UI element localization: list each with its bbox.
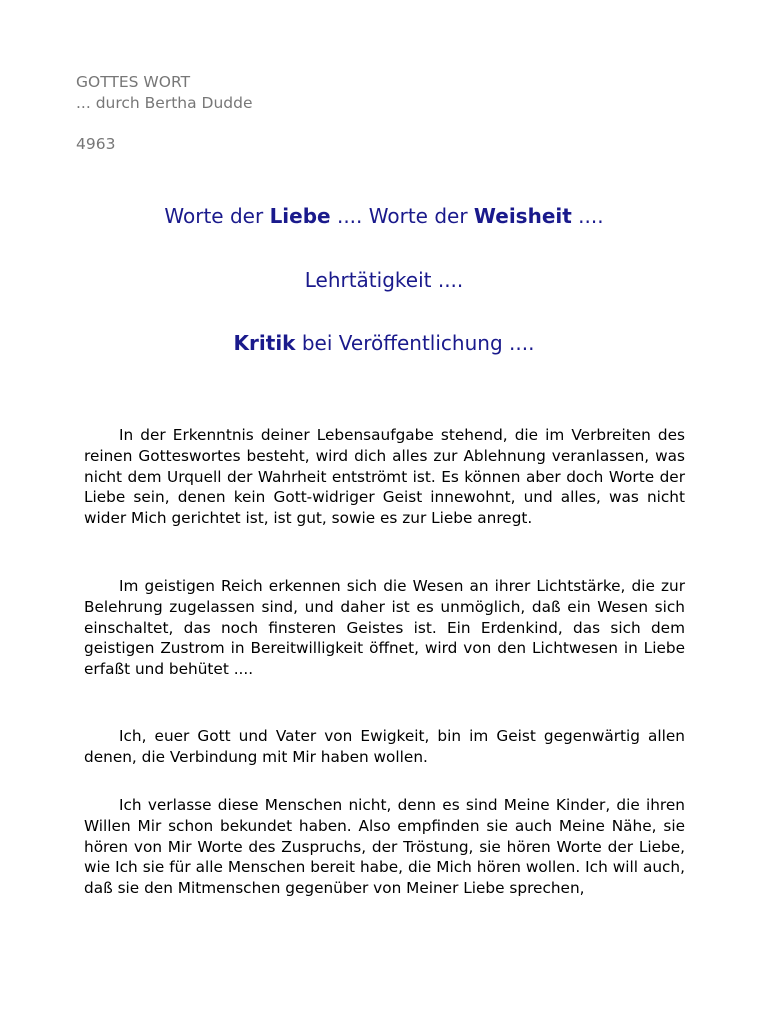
title-text: Worte der bbox=[164, 204, 270, 228]
paragraph-text: Ich, euer Gott und Vater von Ewigkeit, bin im Geist gegenwärtig allen denen, die Verbindung mit Mir haben wollen. bbox=[84, 727, 685, 766]
document-number: 4963 bbox=[76, 135, 116, 153]
body-paragraph bbox=[84, 425, 685, 529]
paragraph-text: In der Erkenntnis deiner Lebensaufgabe stehend, die im Verbreiten des reinen Gotteswortes besteht, wird dich alles zur Ablehnung veranlassen, was nicht dem Urquell der Wahrheit entströmt ist. Es können aber doch Worte der Liebe sein, denen kein Gott-widriger Geist innewohnt, und alles, was nicht wider Mich gerichtet ist, ist gut, sowie es zur Liebe anregt. bbox=[84, 426, 685, 528]
paragraph-text: Im geistigen Reich erkennen sich die Wesen an ihrer Lichtstärke, die zur Belehrung zugelassen sind, und daher ist es unmöglich, daß ein Wesen sich einschaltet, das noch finsteren Geistes ist. Ein Erdenkind, das sich dem geistigen Zustrom in Bereitwilligkeit öffnet, wird von den Lichtwesen in Liebe erfaßt und behütet .... bbox=[84, 577, 685, 679]
paragraph-text: Ich verlasse diese Menschen nicht, denn es sind Meine Kinder, die ihren Willen Mir schon bekundet haben. Also empfinden sie auch Meine Nähe, sie hören von Mir Worte des Zuspruchs, der Tröstung, sie hören Worte der Liebe, wie Ich sie für alle Menschen bereit habe, die Mich hören wollen. Ich will auch, daß sie den Mitmenschen gegenüber von Meiner Liebe sprechen, bbox=[84, 796, 685, 898]
title-emphasis-weisheit: Weisheit bbox=[473, 204, 572, 228]
title-line-3 bbox=[0, 330, 768, 356]
title-text: .... bbox=[571, 204, 604, 228]
header-title: GOTTES WORT bbox=[76, 73, 191, 91]
title-text: .... Worte der bbox=[330, 204, 474, 228]
header-author: ... durch Bertha Dudde bbox=[76, 94, 253, 112]
title-line-1 bbox=[0, 203, 768, 229]
body-paragraph bbox=[84, 795, 685, 899]
title-emphasis-kritik: Kritik bbox=[233, 331, 296, 355]
document-header bbox=[76, 72, 253, 155]
title-line-2: Lehrtätigkeit .... bbox=[304, 268, 464, 292]
body-paragraph bbox=[84, 726, 685, 768]
title-emphasis-liebe: Liebe bbox=[269, 204, 331, 228]
body-paragraph bbox=[84, 576, 685, 680]
title-text: bei Veröffentlichung .... bbox=[295, 331, 535, 355]
